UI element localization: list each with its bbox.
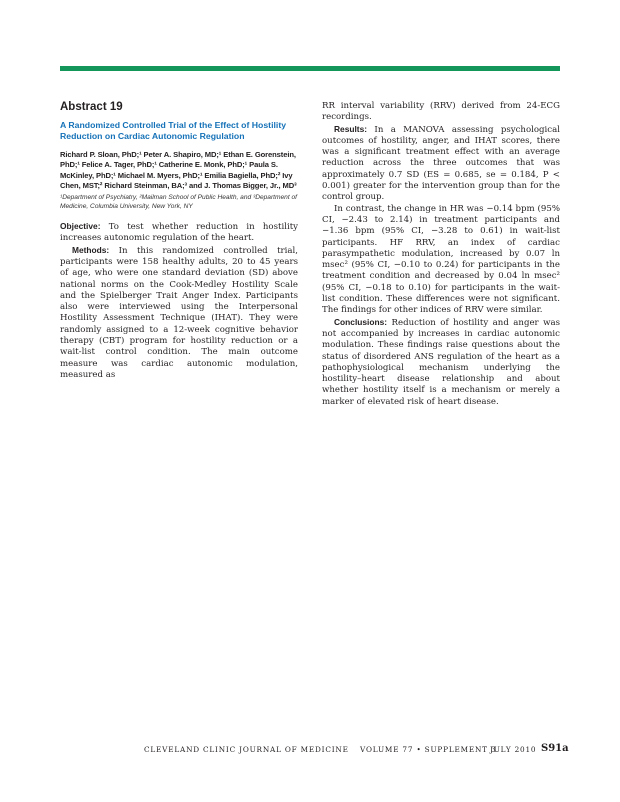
volume-info: VOLUME 77 • SUPPLEMENT 3 xyxy=(360,745,497,754)
top-rule xyxy=(60,66,560,71)
issue-date: JULY 2010 xyxy=(490,745,537,754)
methods-paragraph xyxy=(60,245,298,382)
right-column xyxy=(322,101,560,408)
conclusions-text: Reduction of hostility and anger was not accompanied by increases in cardiac autonomic modulation. These findings raise questions about the status of disordered ANS regulation of the heart as a pathophysiological mechanism underlying the hostility–heart disease relationship and about whether hostility itself is a mechanism or merely a marker of elevated risk of heart disease. xyxy=(322,317,561,407)
methods-text-part1: In this randomized controlled trial, participants were 158 healthy adults, 20 to 45 years of age, who were one standard deviation (SD) above national norms on the Cook-Medley Hostility Scale and the Spielberger Trait Anger Index. Participants also were interviewed using the Interpersonal Hostility Assessment Technique (IHAT). They were randomly assigned to a 12-week cognitive behavior therapy (CBT) program for hostility reduction or a wait-list control condition. The main outcome measure was cardiac autonomic modulation, measured as xyxy=(60,245,298,380)
results-text: In a MANOVA assessing psychological outcomes of hostility, anger, and IHAT scores, there was a significant treatment effect with an average reduction across the three outcomes that was approximately 0.7 SD (ES = 0.685, se = 0.184, P < 0.001) greater for the intervention group than for the control group. xyxy=(322,124,560,203)
abstract-label: Abstract 19 xyxy=(60,101,123,113)
results-paragraph xyxy=(322,124,560,204)
author-list: Richard P. Sloan, PhD;¹ Peter A. Shapiro, MD;¹ Ethan E. Gorenstein, PhD;¹ Felice A. Tager, PhD;¹ Catherine E. Monk, PhD;¹ Paula S. McKinley, PhD;¹ Michael M. Myers, PhD;¹ Emilia Bagiella, PhD;² Ivy Chen, MST;² Richard Steinman, BA;³ and J. Thomas Bigger, Jr., MD³ xyxy=(60,150,297,191)
results-paragraph-2: In contrast, the change in HR was −0.14 bpm (95% CI, −2.43 to 2.14) in treatment participants and −1.36 bpm (95% CI, −3.28 to 0.61) in wait-list participants. HF RRV, an index of cardiac parasympathetic modulation, increased by 0.07 ln msec² (95% CI, −0.10 to 0.24) for participants in the treatment condition and decreased by 0.04 ln msec² (95% CI, −0.18 to 0.10) for participants in the wait-list condition. These differences were not significant. The findings for other indices of RRV were similar. xyxy=(322,203,560,316)
affiliations: ¹Department of Psychiatry, ²Mailman School of Public Health, and ³Department of Medicine, Columbia University, New York, NY xyxy=(60,193,297,210)
methods-continuation: RR interval variability (RRV) derived from 24-ECG recordings. xyxy=(322,101,560,123)
objective-text: To test whether reduction in hostility increases autonomic regulation of the heart. xyxy=(60,222,299,244)
conclusions-label: Conclusions: xyxy=(334,316,388,327)
methods-label: Methods: xyxy=(72,244,110,255)
journal-name: CLEVELAND CLINIC JOURNAL OF MEDICINE xyxy=(144,745,349,754)
objective-paragraph xyxy=(60,221,298,245)
objective-label: Objective: xyxy=(60,221,101,232)
left-column xyxy=(60,100,298,381)
article-title: A Randomized Controlled Trial of the Effect of Hostility Reduction on Cardiac Autonomic Regulation xyxy=(60,120,287,141)
results-label: Results: xyxy=(334,123,368,134)
page-number: S91a xyxy=(541,743,569,754)
conclusions-paragraph xyxy=(322,317,560,408)
